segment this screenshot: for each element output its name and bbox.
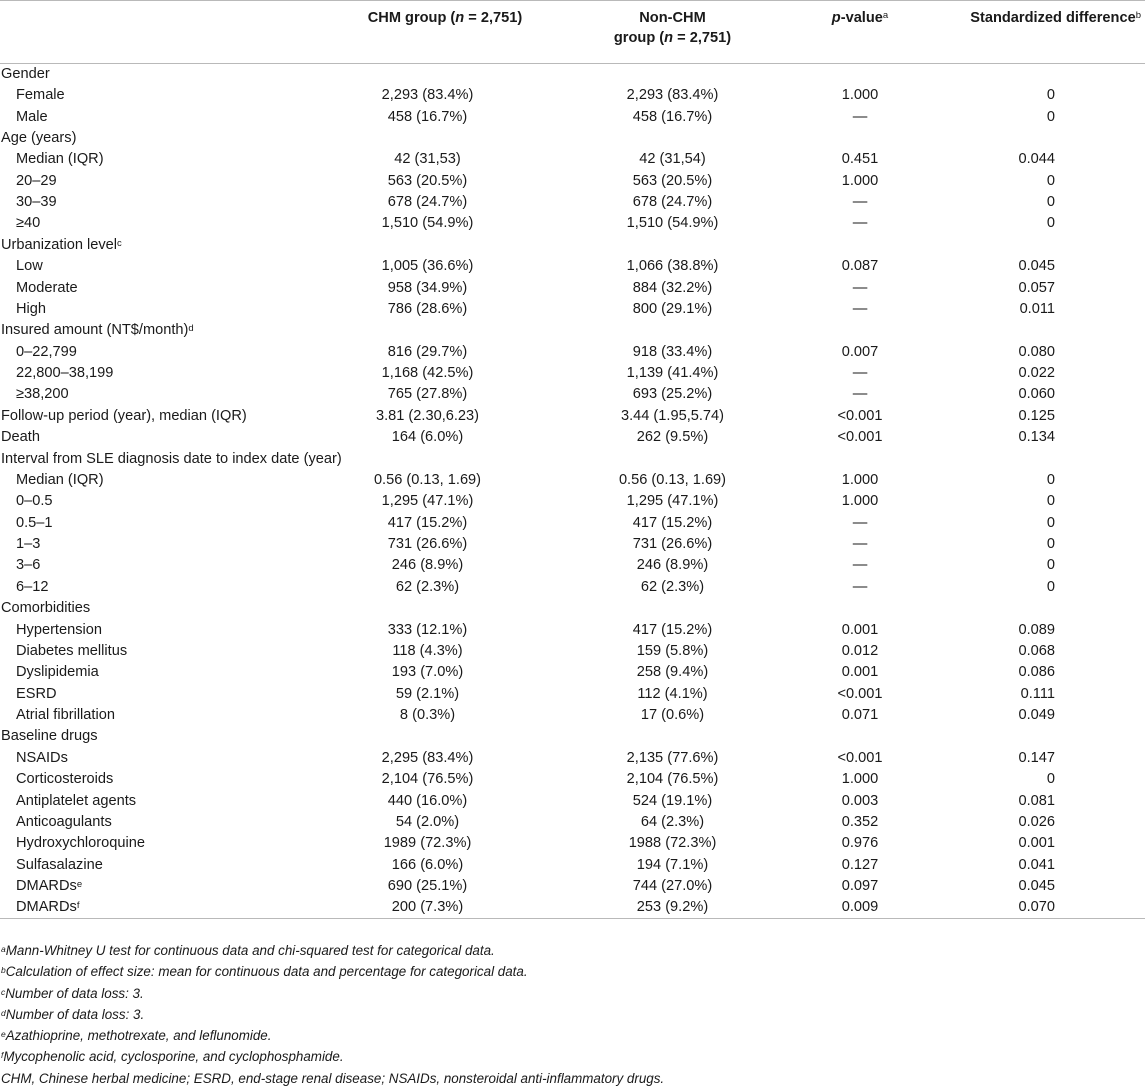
footnote: CHM, Chinese herbal medicine; ESRD, end-stage renal disease; NSAIDs, nonsteroidal anti-inflammatory drugs. xyxy=(1,1070,665,1086)
standardized-difference-value: 0 xyxy=(1046,493,1055,510)
non-chm-value: 262 (9.5%) xyxy=(636,429,709,446)
table-row xyxy=(0,641,1145,662)
standardized-difference-value: 0 xyxy=(1046,471,1055,488)
row-label: 0.5–1 xyxy=(16,514,53,531)
standardized-difference-value: 0.080 xyxy=(1018,343,1055,360)
chm-value: 3.81 (2.30,6.23) xyxy=(375,407,480,424)
p-value: — xyxy=(852,578,868,595)
p-value xyxy=(790,128,930,149)
standardized-difference-value: 0.011 xyxy=(1019,300,1055,317)
row-label: DMARDs$^e$ xyxy=(16,878,83,895)
row-label: 3–6 xyxy=(16,557,41,574)
row-label: Death xyxy=(1,429,40,446)
p-value: 0.009 xyxy=(790,897,930,919)
row-label: 30–39 xyxy=(16,194,57,211)
standardized-difference-value: 0.001 xyxy=(1018,835,1055,852)
row-label: Baseline drugs xyxy=(1,728,98,745)
standardized-difference-value: 0.147 xyxy=(1018,749,1055,766)
header-standardized-difference: Standardized difference$^b$ xyxy=(930,1,1145,64)
non-chm-value: 693 (25.2%) xyxy=(632,386,713,403)
row-label: Hydroxychloroquine xyxy=(16,835,145,852)
chm-value xyxy=(300,598,555,619)
p-value xyxy=(790,598,930,619)
p-value: — xyxy=(852,536,868,553)
table-row xyxy=(0,555,1145,576)
chm-value: 42 (31,53) xyxy=(394,151,461,168)
row-label: Dyslipidemia xyxy=(16,664,99,681)
chm-value: 678 (24.7%) xyxy=(387,194,468,211)
chm-value xyxy=(300,726,555,747)
table-row xyxy=(0,619,1145,640)
chm-value: 690 (25.1%) xyxy=(387,878,468,895)
chm-value: 333 (12.1%) xyxy=(387,621,468,638)
standardized-difference-value: 0.022 xyxy=(1018,365,1055,382)
p-value xyxy=(790,64,930,86)
non-chm-value xyxy=(555,128,790,149)
p-value: 0.097 xyxy=(841,878,879,895)
chm-value: 1,510 (54.9%) xyxy=(381,215,474,232)
row-label: 1–3 xyxy=(16,536,41,553)
non-chm-value xyxy=(555,320,790,341)
header-p-value: p-value$^a$ xyxy=(790,1,930,64)
chm-value: 816 (29.7%) xyxy=(387,343,468,360)
p-value: — xyxy=(852,386,868,403)
chm-value: 118 (4.3%) xyxy=(392,642,463,659)
table-row xyxy=(0,812,1145,833)
chm-value: 0.56 (0.13, 1.69) xyxy=(373,471,482,488)
table-row xyxy=(0,342,1145,363)
table-row xyxy=(0,128,1145,149)
table-row xyxy=(0,171,1145,192)
non-chm-value: 64 (2.3%) xyxy=(640,813,705,830)
chm-value: 62 (2.3%) xyxy=(395,578,460,595)
standardized-difference-value: 0.045 xyxy=(1018,878,1055,895)
standardized-difference-value xyxy=(930,320,1145,341)
p-value: — xyxy=(852,300,868,317)
row-label: Age (years) xyxy=(1,129,77,146)
non-chm-value: 1,295 (47.1%) xyxy=(626,493,719,510)
non-chm-value: 159 (5.8%) xyxy=(636,642,709,659)
non-chm-value: 112 (4.1%) xyxy=(637,685,708,702)
p-value xyxy=(790,448,930,469)
non-chm-value xyxy=(555,235,790,256)
non-chm-value: 678 (24.7%) xyxy=(632,194,713,211)
row-label: Female xyxy=(16,87,65,104)
row-label: Median (IQR) xyxy=(16,471,104,488)
p-value: 1.000 xyxy=(841,771,879,788)
p-value: 0.071 xyxy=(841,707,879,724)
chm-value: 164 (6.0%) xyxy=(391,429,464,446)
standardized-difference-value: 0.081 xyxy=(1018,792,1055,809)
row-label: ≥40 xyxy=(16,215,41,232)
table-row xyxy=(0,577,1145,598)
p-value: 0.976 xyxy=(841,835,879,852)
chm-value: 731 (26.6%) xyxy=(387,536,468,553)
table-row xyxy=(0,470,1145,491)
footnote: $^f$Mycophenolic acid, cyclosporine, and cyclophosphamide. xyxy=(1,1049,344,1065)
table-row xyxy=(0,363,1145,384)
chm-value xyxy=(300,64,555,86)
table-row xyxy=(0,598,1145,619)
row-label: 0–22,799 xyxy=(16,343,77,360)
chm-value: 1,295 (47.1%) xyxy=(381,493,474,510)
row-label: Comorbidities xyxy=(1,600,91,617)
row-label: 22,800–38,199 xyxy=(16,365,114,382)
p-value: <0.001 xyxy=(837,685,883,702)
table-row xyxy=(0,256,1145,277)
table-row xyxy=(0,769,1145,790)
p-value: 1.000 xyxy=(841,172,879,189)
row-label: 20–29 xyxy=(16,172,57,189)
chm-value: 59 (2.1%) xyxy=(395,685,460,702)
p-value xyxy=(790,320,930,341)
row-label: Interval from SLE diagnosis date to index date (year) xyxy=(1,450,342,467)
row-label: ≥38,200 xyxy=(16,386,69,403)
chm-value xyxy=(300,235,555,256)
p-value: — xyxy=(852,215,868,232)
standardized-difference-value: 0.134 xyxy=(1018,429,1055,446)
header-label-cell xyxy=(0,1,300,64)
non-chm-value: 42 (31,54) xyxy=(639,151,706,168)
chm-value: 1,005 (36.6%) xyxy=(381,258,474,275)
standardized-difference-value: 0.086 xyxy=(1018,664,1055,681)
chm-value: 246 (8.9%) xyxy=(391,557,464,574)
table-row xyxy=(0,85,1145,106)
non-chm-value: 417 (15.2%) xyxy=(632,621,713,638)
standardized-difference-value: 0.044 xyxy=(1018,151,1055,168)
non-chm-value xyxy=(555,448,790,469)
chm-value: 1,168 (42.5%) xyxy=(381,365,474,382)
standardized-difference-value: 0.049 xyxy=(1018,707,1055,724)
row-label: Diabetes mellitus xyxy=(16,642,128,659)
chm-value xyxy=(300,128,555,149)
footnote: $^c$Number of data loss: 3. xyxy=(1,985,144,1001)
p-value: 0.003 xyxy=(841,792,879,809)
table-row xyxy=(0,684,1145,705)
row-label: Male xyxy=(16,108,48,125)
p-value: <0.001 xyxy=(837,749,883,766)
p-value xyxy=(790,726,930,747)
row-label: Insured amount (NT$/month)$^d$ xyxy=(1,322,194,339)
table-footnotes xyxy=(1,940,1141,1089)
table-row xyxy=(0,705,1145,726)
row-label: 6–12 xyxy=(16,578,49,595)
non-chm-value: 1988 (72.3%) xyxy=(628,835,717,852)
row-label: Low xyxy=(16,258,43,275)
table-row xyxy=(0,897,1145,919)
row-label: NSAIDs xyxy=(16,749,68,766)
row-label: Urbanization level$^c$ xyxy=(1,236,122,253)
standardized-difference-value: 0.070 xyxy=(930,897,1145,919)
p-value: — xyxy=(852,194,868,211)
standardized-difference-value: 0.089 xyxy=(1018,621,1055,638)
non-chm-value: 800 (29.1%) xyxy=(632,300,713,317)
chm-value: 440 (16.0%) xyxy=(387,792,468,809)
table-row xyxy=(0,406,1145,427)
table-row xyxy=(0,833,1145,854)
p-value: 0.087 xyxy=(841,258,879,275)
standardized-difference-value: 0.068 xyxy=(1018,642,1055,659)
table-body xyxy=(0,64,1145,919)
p-value: — xyxy=(852,514,868,531)
chm-value: 563 (20.5%) xyxy=(387,172,468,189)
chm-value: 786 (28.6%) xyxy=(387,300,468,317)
row-label: Hypertension xyxy=(16,621,102,638)
non-chm-value xyxy=(555,64,790,86)
row-label: Antiplatelet agents xyxy=(16,792,137,809)
p-value: — xyxy=(852,108,868,125)
non-chm-value: 731 (26.6%) xyxy=(632,536,713,553)
standardized-difference-value xyxy=(930,726,1145,747)
row-label: Median (IQR) xyxy=(16,151,104,168)
row-label: Anticoagulants xyxy=(16,813,112,830)
non-chm-value: 458 (16.7%) xyxy=(632,108,713,125)
standardized-difference-value: 0 xyxy=(1046,536,1055,553)
chm-value: 166 (6.0%) xyxy=(391,856,464,873)
header-chm-group: CHM group (n = 2,751) xyxy=(300,1,555,64)
standardized-difference-value: 0 xyxy=(1046,87,1055,104)
non-chm-value: 1,139 (41.4%) xyxy=(626,365,719,382)
non-chm-value xyxy=(555,598,790,619)
table-row xyxy=(0,491,1145,512)
p-value: 0.451 xyxy=(841,151,879,168)
chm-value: 458 (16.7%) xyxy=(387,108,468,125)
footnote: $^a$Mann-Whitney U test for continuous data and chi-squared test for categorical data. xyxy=(1,943,495,958)
p-value: 1.000 xyxy=(841,87,879,104)
non-chm-value: 246 (8.9%) xyxy=(636,557,709,574)
p-value xyxy=(790,235,930,256)
row-label: DMARDs$^f$ xyxy=(0,897,300,919)
non-chm-value: 2,135 (77.6%) xyxy=(626,749,719,766)
footnote: $^d$Number of data loss: 3. xyxy=(1,1006,145,1022)
table-row xyxy=(0,790,1145,811)
chm-value: 200 (7.3%) xyxy=(300,897,555,919)
table-row xyxy=(0,427,1145,448)
chm-value: 2,295 (83.4%) xyxy=(381,749,474,766)
row-label: Follow-up period (year), median (IQR) xyxy=(1,407,247,424)
non-chm-value: 3.44 (1.95,5.74) xyxy=(620,407,725,424)
non-chm-value: 194 (7.1%) xyxy=(636,856,709,873)
footnote: $^e$Azathioprine, methotrexate, and leflunomide. xyxy=(1,1028,272,1044)
table-header xyxy=(0,1,1145,64)
table-row xyxy=(0,192,1145,213)
standardized-difference-value: 0.111 xyxy=(1020,685,1055,702)
table-row xyxy=(0,64,1145,86)
p-value: 0.127 xyxy=(841,856,879,873)
non-chm-value: 563 (20.5%) xyxy=(632,172,713,189)
table-row xyxy=(0,299,1145,320)
p-value: <0.001 xyxy=(837,407,883,424)
chm-value: 417 (15.2%) xyxy=(387,514,468,531)
chm-value: 958 (34.9%) xyxy=(387,279,468,296)
standardized-difference-value: 0 xyxy=(1046,557,1055,574)
chm-value: 8 (0.3%) xyxy=(399,707,456,724)
p-value: 1.000 xyxy=(841,493,879,510)
p-value: <0.001 xyxy=(837,429,883,446)
non-chm-value xyxy=(555,726,790,747)
row-label: Atrial fibrillation xyxy=(16,707,115,724)
non-chm-value: 62 (2.3%) xyxy=(640,578,705,595)
row-label: Sulfasalazine xyxy=(16,856,103,873)
standardized-difference-value: 0 xyxy=(1046,578,1055,595)
p-value: 0.012 xyxy=(841,642,879,659)
p-value: — xyxy=(852,365,868,382)
non-chm-value: 1,510 (54.9%) xyxy=(626,215,719,232)
standardized-difference-value: 0.060 xyxy=(1018,386,1055,403)
standardized-difference-value xyxy=(930,128,1145,149)
non-chm-value: 0.56 (0.13, 1.69) xyxy=(618,471,727,488)
table-row xyxy=(0,876,1145,897)
non-chm-value: 918 (33.4%) xyxy=(632,343,713,360)
row-label: ESRD xyxy=(16,685,57,702)
non-chm-value: 884 (32.2%) xyxy=(632,279,713,296)
non-chm-value: 1,066 (38.8%) xyxy=(626,258,719,275)
standardized-difference-value xyxy=(930,448,1145,469)
row-label: Corticosteroids xyxy=(16,771,114,788)
row-label: Gender xyxy=(1,66,50,82)
non-chm-value: 524 (19.1%) xyxy=(632,792,713,809)
row-label: 0–0.5 xyxy=(16,493,53,510)
standardized-difference-value xyxy=(930,235,1145,256)
standardized-difference-value xyxy=(930,64,1145,86)
table-row xyxy=(0,748,1145,769)
p-value: — xyxy=(852,279,868,296)
table-row xyxy=(0,726,1145,747)
chm-value: 1989 (72.3%) xyxy=(383,835,472,852)
chm-value xyxy=(300,320,555,341)
standardized-difference-value: 0 xyxy=(1046,108,1055,125)
table-row xyxy=(0,534,1145,555)
p-value: 0.007 xyxy=(841,343,879,360)
standardized-difference-value: 0.125 xyxy=(1018,407,1055,424)
chm-value: 765 (27.8%) xyxy=(387,386,468,403)
standardized-difference-value: 0 xyxy=(1046,514,1055,531)
chm-value: 2,104 (76.5%) xyxy=(381,771,474,788)
non-chm-value: 417 (15.2%) xyxy=(632,514,713,531)
standardized-difference-value: 0.057 xyxy=(1018,279,1055,296)
chm-value: 2,293 (83.4%) xyxy=(381,87,474,104)
non-chm-value: 744 (27.0%) xyxy=(632,878,713,895)
standardized-difference-value: 0.041 xyxy=(1018,856,1055,873)
non-chm-value: 17 (0.6%) xyxy=(640,707,705,724)
p-value: 0.001 xyxy=(841,664,879,681)
table-row xyxy=(0,320,1145,341)
standardized-difference-value: 0 xyxy=(1046,215,1055,232)
table-row xyxy=(0,662,1145,683)
row-label: Moderate xyxy=(16,279,78,296)
row-label: High xyxy=(16,300,47,317)
p-value: 0.001 xyxy=(841,621,879,638)
table-row xyxy=(0,513,1145,534)
chm-value: 54 (2.0%) xyxy=(395,813,460,830)
standardized-difference-value: 0 xyxy=(1046,771,1055,788)
non-chm-value: 2,104 (76.5%) xyxy=(626,771,719,788)
non-chm-value: 258 (9.4%) xyxy=(636,664,709,681)
standardized-difference-value: 0 xyxy=(1046,172,1055,189)
table-row xyxy=(0,149,1145,170)
table-row xyxy=(0,106,1145,127)
table-row xyxy=(0,213,1145,234)
non-chm-value: 2,293 (83.4%) xyxy=(626,87,719,104)
table-row xyxy=(0,384,1145,405)
standardized-difference-value: 0 xyxy=(1046,194,1055,211)
table-row xyxy=(0,448,1145,469)
chm-value: 193 (7.0%) xyxy=(391,664,464,681)
standardized-difference-value xyxy=(930,598,1145,619)
table-row xyxy=(0,235,1145,256)
p-value: — xyxy=(852,557,868,574)
table-row xyxy=(0,277,1145,298)
p-value: 0.352 xyxy=(841,813,879,830)
table-row xyxy=(0,855,1145,876)
standardized-difference-value: 0.045 xyxy=(1018,258,1055,275)
footnote: $^b$Calculation of effect size: mean for continuous data and percentage for categorical data. xyxy=(1,964,528,980)
header-non-chm-group: Non-CHM group (n = 2,751) xyxy=(555,1,790,64)
standardized-difference-value: 0.026 xyxy=(1018,813,1055,830)
non-chm-value: 253 (9.2%) xyxy=(555,897,790,919)
p-value: 1.000 xyxy=(841,471,879,488)
